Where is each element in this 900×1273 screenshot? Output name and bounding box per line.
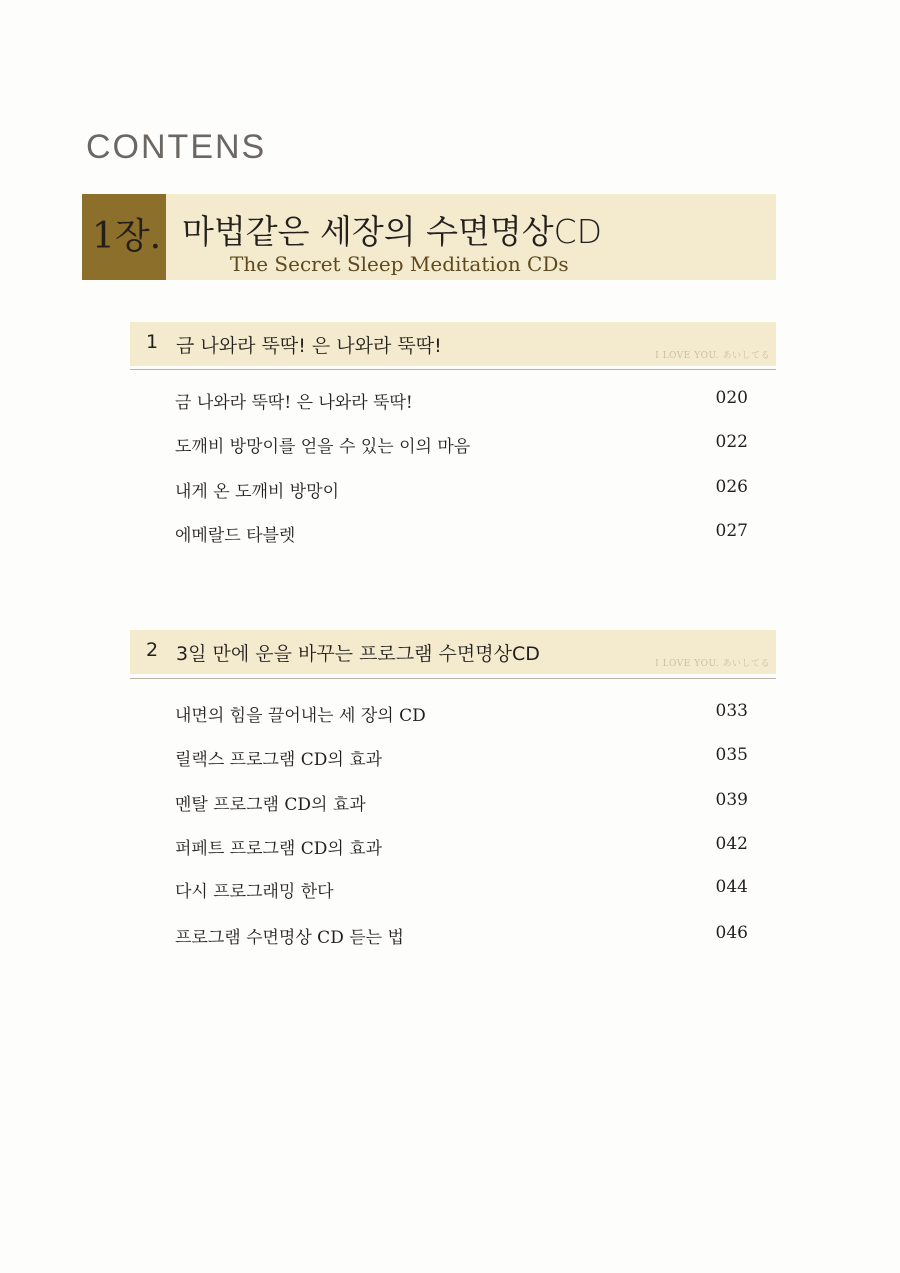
section-number: 2 [146,639,159,661]
toc-entry-title: 프로그램 수면명상 CD 듣는 법 [175,928,404,948]
section-divider [130,369,776,370]
toc-entry-page: 042 [715,834,748,854]
toc-entry[interactable] [175,701,748,727]
toc-entry-page: 020 [715,388,748,408]
toc-entry[interactable] [175,790,748,816]
section-tag: I LOVE YOU. あいしてる [655,351,770,361]
toc-entry[interactable] [175,877,748,903]
section-title: 3일 만에 운을 바꾸는 프로그램 수면명상CD [176,643,540,665]
toc-entry-title: 내게 온 도깨비 방망이 [175,482,340,502]
toc-entry-page: 026 [715,477,748,497]
toc-entry[interactable] [175,477,748,503]
toc-entry-page: 046 [715,923,748,943]
contents-heading: CONTENS [86,128,267,166]
toc-entry[interactable] [175,834,748,860]
chapter-number: 1장. [92,216,162,257]
toc-entry-page: 035 [715,745,748,765]
toc-entry[interactable] [175,521,748,547]
toc-entry[interactable] [175,432,748,458]
section-number: 1 [146,331,159,353]
toc-entry-title: 금 나와라 뚝딱! 은 나와라 뚝딱! [175,393,413,413]
toc-entry-page: 044 [715,877,748,897]
toc-entry-title: 릴랙스 프로그램 CD의 효과 [175,750,383,770]
section-header-2 [130,630,776,674]
toc-entry[interactable] [175,745,748,771]
toc-entry-title: 도깨비 방망이를 얻을 수 있는 이의 마음 [175,437,471,457]
toc-entry-title: 퍼페트 프로그램 CD의 효과 [175,839,383,859]
toc-entry-title: 에메랄드 타블렛 [175,526,296,546]
toc-entry-title: 멘탈 프로그램 CD의 효과 [175,795,366,815]
toc-entry-page: 039 [715,790,748,810]
section-tag: I LOVE YOU. あいしてる [655,659,770,669]
toc-entry[interactable] [175,923,748,949]
toc-entry-title: 내면의 힘을 끌어내는 세 장의 CD [175,706,426,726]
toc-entry[interactable] [175,388,748,414]
toc-entry-page: 027 [715,521,748,541]
chapter-subtitle: The Secret Sleep Meditation CDs [230,252,569,276]
toc-entry-page: 033 [715,701,748,721]
section-header-1 [130,322,776,366]
toc-entry-page: 022 [715,432,748,452]
section-divider [130,678,776,679]
toc-entry-title: 다시 프로그래밍 한다 [175,882,334,902]
section-title: 금 나와라 뚝딱! 은 나와라 뚝딱! [176,335,442,357]
chapter-title: 마법같은 세장의 수면명상CD [182,212,603,251]
chapter-banner [82,194,776,280]
